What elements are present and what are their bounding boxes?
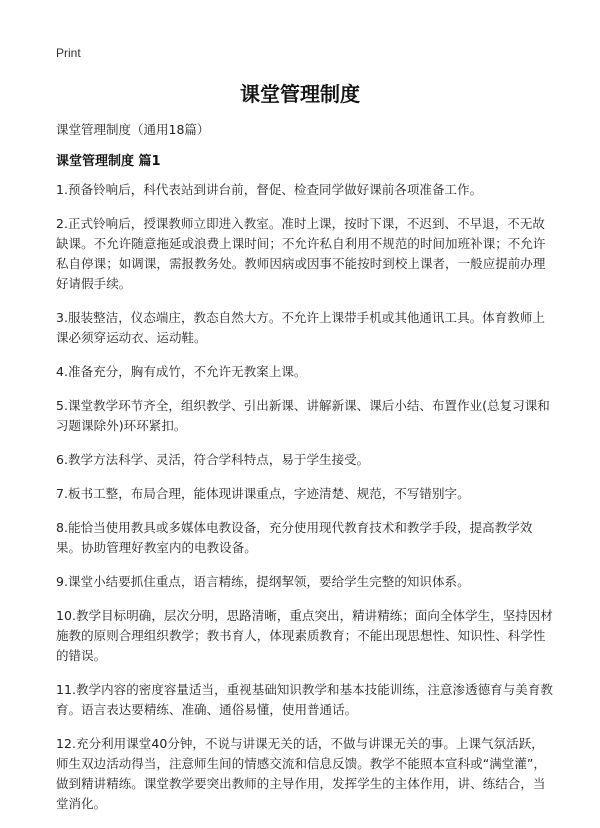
paragraph-9: 9.课堂小结要抓住重点，语言精练，提纲挈领，要给学生完整的知识体系。 [56,574,470,589]
page-title: 课堂管理制度 [240,82,360,106]
paragraph-3: 3.服装整洁，仪态端庄，教态自然大方。不允许上课带手机或其他通讯工具。体育教师上课必须穿运动衣、运动鞋。 [56,310,545,345]
paragraph-10: 10.教学目标明确，层次分明，思路清晰，重点突出，精讲精练；面向全体学生，坚持因材施教的原则合理组织教学；教书育人，体现素质教育；不能出现思想性、知识性、科学性的错误。 [56,608,553,663]
paragraph-1: 1.预备铃响后，科代表站到讲台前，督促、检查同学做好课前各项准备工作。 [56,182,483,197]
paragraph-7: 7.板书工整，布局合理，能体现讲课重点，字迹清楚、规范，不写错别字。 [56,486,470,501]
print-link[interactable]: Print [56,46,81,60]
paragraph-8: 8.能恰当使用教具或多媒体电教设备，充分使用现代教育技术和教学手段，提高教学效果。协助管理好教室内的电教设备。 [56,520,533,555]
paragraph-4: 4.准备充分，胸有成竹，不允许无教案上课。 [56,364,307,379]
paragraph-6: 6.教学方法科学、灵活，符合学科特点，易于学生接受。 [56,452,370,467]
document-body [56,180,556,828]
paragraph-11: 11.教学内容的密度容量适当，重视基础知识教学和基本技能训练，注意渗透德育与美育教育。语言表达要精练、准确、通俗易懂，使用普通话。 [56,682,553,717]
section-heading: 课堂管理制度 篇1 [56,154,161,169]
paragraph-5: 5.课堂教学环节齐全，组织教学、引出新课、讲解新课、课后小结、布置作业(总复习课和习题课除外)环环紧扣。 [56,398,550,433]
document-subtitle: 课堂管理制度（通用18篇） [56,122,210,137]
paragraph-2: 2.正式铃响后，授课教师立即进入教室。准时上课，按时下课，不迟到、不早退，不无故缺课。不允许随意拖延或浪费上课时间；不允许私自利用不规范的时间加班补课；不允许私自停课；如调课，需报教务处。教师因病或因事不能按时到校上课者，一般应提前办理好请假手续。 [56,216,546,291]
paragraph-12: 12.充分利用课堂40分钟，不说与讲课无关的话，不做与讲课无关的事。上课气氛活跃，师生双边活动得当，注意师生间的情感交流和信息反馈。教学不能照本宣科或“满堂灌”，做到精讲精练。课堂教学要突出教师的主导作用，发挥学生的主体作用，讲、练结合，当堂消化。 [56,736,546,811]
